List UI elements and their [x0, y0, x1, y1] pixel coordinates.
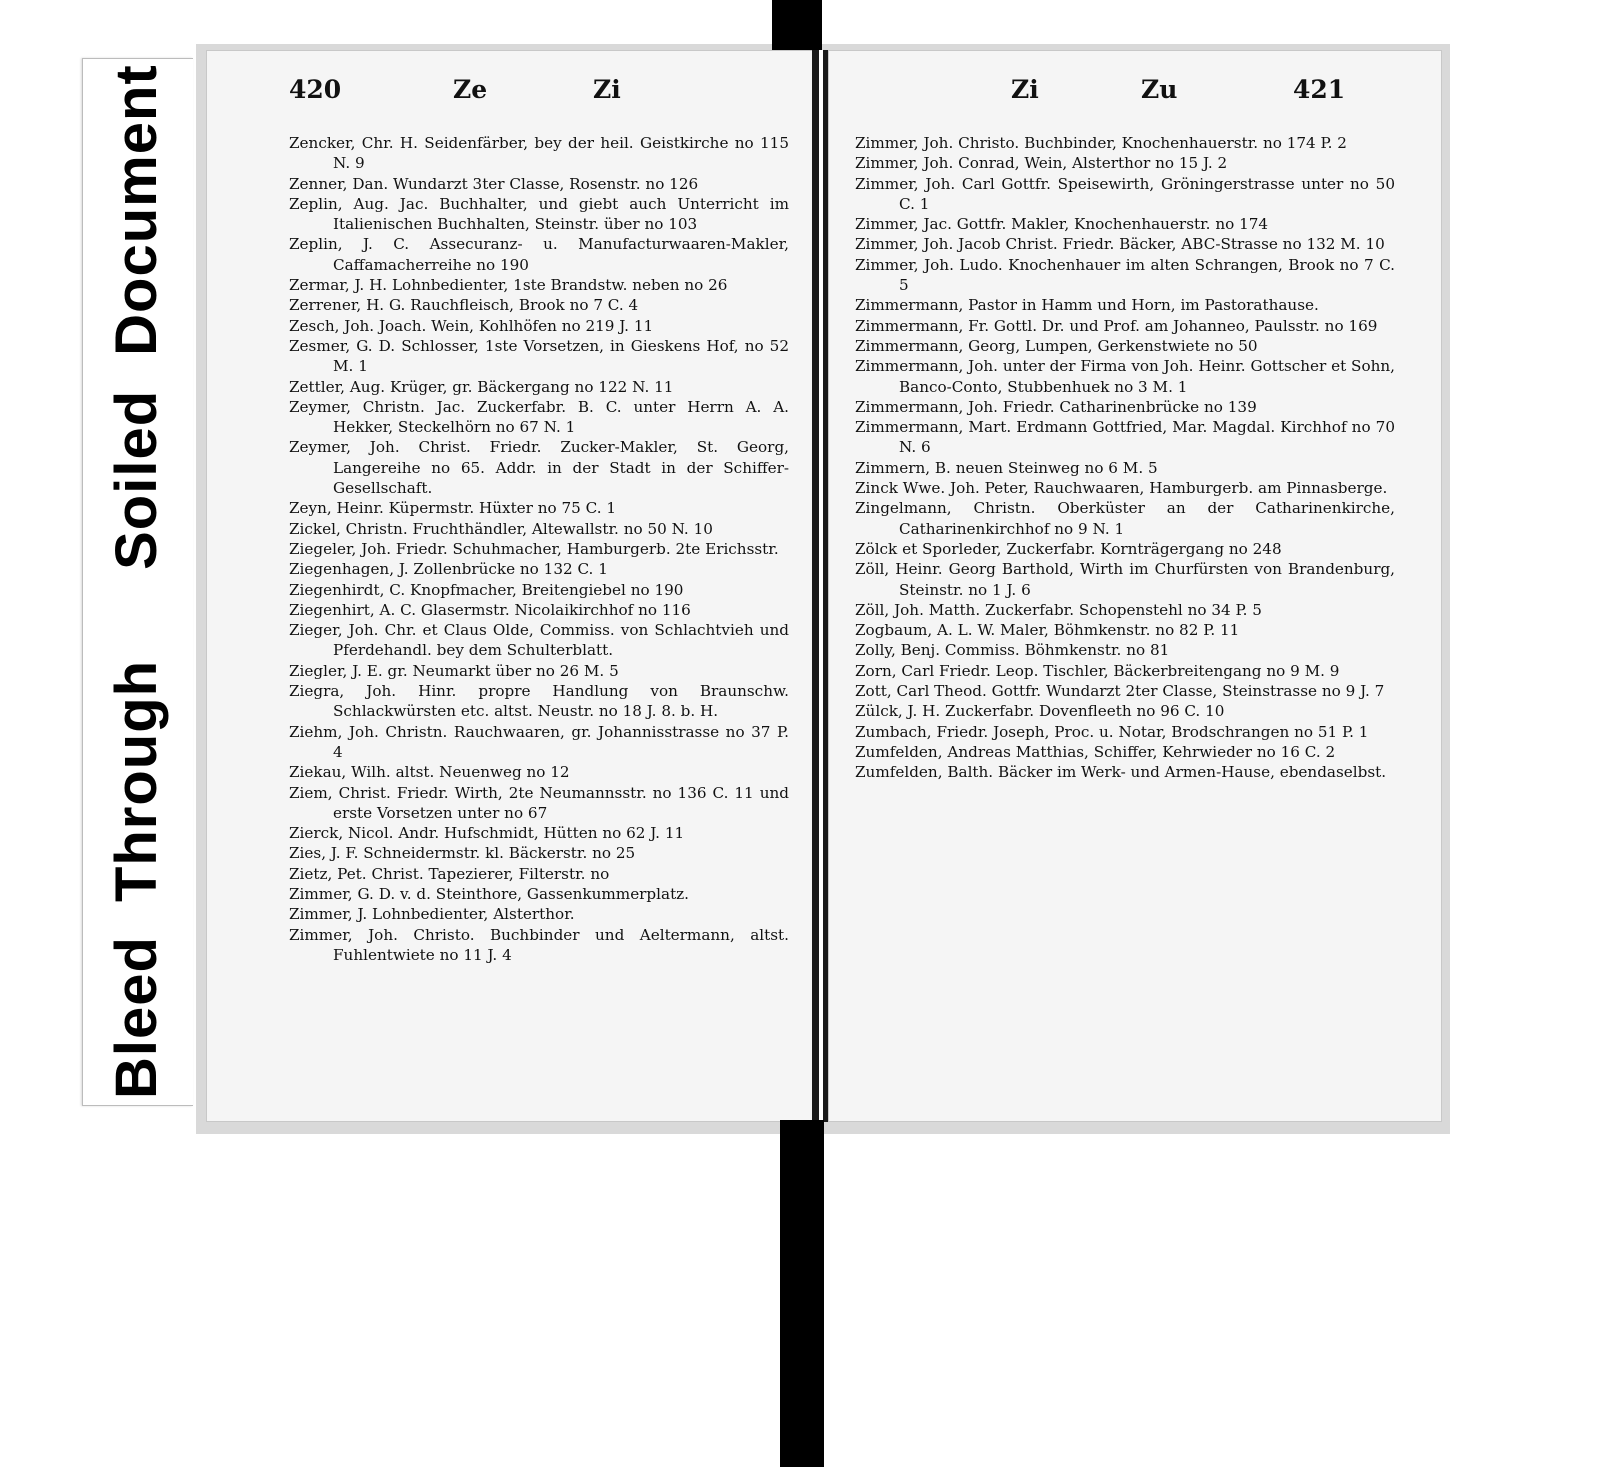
- directory-entry: Zimmermann, Pastor in Hamm und Horn, im Pastorathause.: [855, 296, 1319, 315]
- directory-entry: Ziegler, J. E. gr. Neumarkt über no 26 M. 5: [289, 661, 619, 680]
- directory-entry: Zimmer, J. Lohnbedienter, Alsterthor.: [289, 905, 575, 924]
- directory-entry: Zietz, Pet. Christ. Tapezierer, Filterstr. no: [289, 864, 610, 883]
- directory-entry: Zimmer, Joh. Ludo. Knochenhauer im alten Schrangen, Brook no 7 C. 5: [855, 255, 1395, 295]
- right-page: [828, 50, 1442, 1122]
- running-head-left-1: Ze: [453, 75, 488, 104]
- directory-entry: Zorn, Carl Friedr. Leop. Tischler, Bäckerbreitengang no 9 M. 9: [855, 661, 1340, 680]
- directory-entry: Zeplin, Aug. Jac. Buchhalter, und giebt auch Unterricht im Italienischen Buchhalten, Steinstr. über no 103: [289, 194, 789, 234]
- directory-entry: Zimmer, Joh. Christo. Buchbinder und Aeltermann, altst. Fuhlentwiete no 11 J. 4: [289, 925, 789, 964]
- directory-entry: Zolly, Benj. Commiss. Böhmkenstr. no 81: [855, 641, 1170, 660]
- directory-entry: Zinck Wwe. Joh. Peter, Rauchwaaren, Hamburgerb. am Pinnasberge.: [855, 479, 1388, 498]
- directory-entry: Zimmer, Joh. Conrad, Wein, Alsterthor no 15 J. 2: [855, 154, 1228, 173]
- directory-entry: Zenner, Dan. Wundarzt 3ter Classe, Rosenstr. no 126: [289, 174, 699, 193]
- gutter-highlight: [819, 50, 823, 1122]
- directory-entry: Zierck, Nicol. Andr. Hufschmidt, Hütten no 62 J. 11: [289, 824, 685, 843]
- bleed-through-soiled-stamp: [83, 63, 191, 1099]
- directory-entry: Zimmermann, Joh. Friedr. Catharinenbrücke no 139: [855, 397, 1257, 416]
- directory-entry: Zeymer, Joh. Christ. Friedr. Zucker-Makler, St. Georg, Langereihe no 65. Addr. in der Stadt in der Schiffer-Gesellschaft.: [289, 438, 789, 498]
- directory-entry: Zott, Carl Theod. Gottfr. Wundarzt 2ter Classe, Steinstrasse no 9 J. 7: [855, 682, 1385, 701]
- clip-bar-bottom: [780, 1120, 824, 1467]
- directory-entry: Zöll, Heinr. Georg Barthold, Wirth im Churfürsten von Brandenburg, Steinstr. no 1 J. 6: [855, 560, 1395, 599]
- directory-entry: Zogbaum, A. L. W. Maler, Böhmkenstr. no 82 P. 11: [855, 621, 1240, 640]
- directory-entry: Zülck, J. H. Zuckerfabr. Dovenfleeth no 96 C. 10: [855, 702, 1225, 721]
- running-head-right-2: Zu: [1141, 75, 1178, 104]
- directory-entry: Zimmermann, Joh. unter der Firma von Joh. Heinr. Gottscher et Sohn, Banco-Conto, Stubbenhuek no 3 M. 1: [855, 357, 1395, 396]
- left-page: [206, 50, 818, 1122]
- directory-entry: Zumbach, Friedr. Joseph, Proc. u. Notar, Brodschrangen no 51 P. 1: [855, 722, 1369, 741]
- directory-entry: Ziehm, Joh. Christn. Rauchwaaren, gr. Johannisstrasse no 37 P. 4: [289, 722, 789, 761]
- directory-entry: Ziegenhirt, A. C. Glasermstr. Nicolaikirchhof no 116: [289, 600, 691, 619]
- directory-entry: Zieger, Joh. Chr. et Claus Olde, Commiss. von Schlachtvieh und Pferdehandl. bey dem Schulterblatt.: [289, 621, 789, 660]
- directory-entry: Zeymer, Christn. Jac. Zuckerfabr. B. C. unter Herrn A. A. Hekker, Steckelhörn no 67 N. 1: [289, 397, 789, 437]
- directory-entry: Ziegenhirdt, C. Knopfmacher, Breitengiebel no 190: [289, 580, 684, 599]
- stamp-word-document: Document: [104, 64, 169, 356]
- directory-entry: Zesch, Joh. Joach. Wein, Kohlhöfen no 219 J. 11: [289, 316, 654, 335]
- directory-entry: Zies, J. F. Schneidermstr. kl. Bäckerstr. no 25: [289, 844, 636, 863]
- directory-entry: Zumfelden, Andreas Matthias, Schiffer, Kehrwieder no 16 C. 2: [855, 742, 1336, 761]
- directory-entry: Zimmer, Joh. Jacob Christ. Friedr. Bäcker, ABC-Strasse no 132 M. 10: [855, 235, 1385, 254]
- right-page-header: [829, 75, 1441, 121]
- clip-bar-top: [772, 0, 822, 50]
- directory-entry: Zettler, Aug. Krüger, gr. Bäckergang no 122 N. 11: [289, 377, 674, 396]
- directory-entry: Zeyn, Heinr. Küpermstr. Hüxter no 75 C. 1: [289, 499, 617, 518]
- directory-entry: Zöll, Joh. Matth. Zuckerfabr. Schopenstehl no 34 P. 5: [855, 600, 1262, 619]
- page-number-left: 420: [289, 75, 342, 104]
- directory-entry: Ziekau, Wilh. altst. Neuenweg no 12: [289, 763, 570, 782]
- directory-entry: Zimmermann, Georg, Lumpen, Gerkenstwiete no 50: [855, 336, 1258, 355]
- directory-entry: Zimmern, B. neuen Steinweg no 6 M. 5: [855, 458, 1158, 477]
- directory-entry: Zimmer, Jac. Gottfr. Makler, Knochenhauerstr. no 174: [855, 215, 1269, 234]
- directory-entry: Zickel, Christn. Fruchthändler, Altewallstr. no 50 N. 10: [289, 519, 713, 538]
- directory-entry: Zumfelden, Balth. Bäcker im Werk- und Armen-Hause, ebendaselbst.: [855, 763, 1387, 782]
- directory-entry: Zimmermann, Fr. Gottl. Dr. und Prof. am Johanneo, Paulsstr. no 169: [855, 316, 1378, 335]
- directory-entry: Ziegra, Joh. Hinr. propre Handlung von Braunschw. Schlackwürsten etc. altst. Neustr. no 18 J. 8. b. H.: [289, 682, 789, 721]
- left-page-header: [207, 75, 817, 121]
- directory-entry: Zölck et Sporleder, Zuckerfabr. Kornträgergang no 248: [855, 539, 1282, 558]
- directory-entry: Zimmermann, Mart. Erdmann Gottfried, Mar. Magdal. Kirchhof no 70 N. 6: [855, 418, 1395, 457]
- stamp-word-bleed: Bleed: [104, 936, 169, 1099]
- running-head-right-1: Zi: [1011, 75, 1039, 104]
- left-entry-list: [289, 133, 789, 965]
- directory-entry: Zermar, J. H. Lohnbedienter, 1ste Brandstw. neben no 26: [289, 276, 728, 295]
- directory-entry: Ziegenhagen, J. Zollenbrücke no 132 C. 1: [289, 560, 608, 579]
- stamp-word-soiled: Soiled: [104, 389, 169, 570]
- directory-entry: Zesmer, G. D. Schlosser, 1ste Vorsetzen, in Gieskens Hof, no 52 M. 1: [289, 336, 789, 376]
- page-number-right: 421: [1293, 75, 1346, 104]
- directory-entry: Zimmer, G. D. v. d. Steinthore, Gassenkummerplatz.: [289, 884, 690, 903]
- directory-entry: Zeplin, J. C. Assecuranz- u. Manufacturwaaren-Makler, Caffamacherreihe no 190: [289, 235, 789, 274]
- directory-entry: Ziegeler, Joh. Friedr. Schuhmacher, Hamburgerb. 2te Erichsstr.: [289, 539, 779, 558]
- right-entry-list: [855, 133, 1395, 783]
- directory-entry: Zerrener, H. G. Rauchfleisch, Brook no 7 C. 4: [289, 296, 639, 315]
- stamp-word-through: Through: [104, 659, 169, 903]
- running-head-left-2: Zi: [593, 75, 621, 104]
- directory-entry: Zimmer, Joh. Carl Gottfr. Speisewirth, Gröningerstrasse unter no 50 C. 1: [855, 174, 1395, 213]
- directory-entry: Zingelmann, Christn. Oberküster an der Catharinenkirche, Catharinenkirchhof no 9 N. 1: [855, 499, 1395, 538]
- directory-entry: Zencker, Chr. H. Seidenfärber, bey der heil. Geistkirche no 115 N. 9: [289, 134, 789, 173]
- directory-entry: Zimmer, Joh. Christo. Buchbinder, Knochenhauerstr. no 174 P. 2: [855, 134, 1347, 152]
- directory-entry: Ziem, Christ. Friedr. Wirth, 2te Neumannsstr. no 136 C. 11 und erste Vorsetzen unter no 67: [289, 783, 789, 822]
